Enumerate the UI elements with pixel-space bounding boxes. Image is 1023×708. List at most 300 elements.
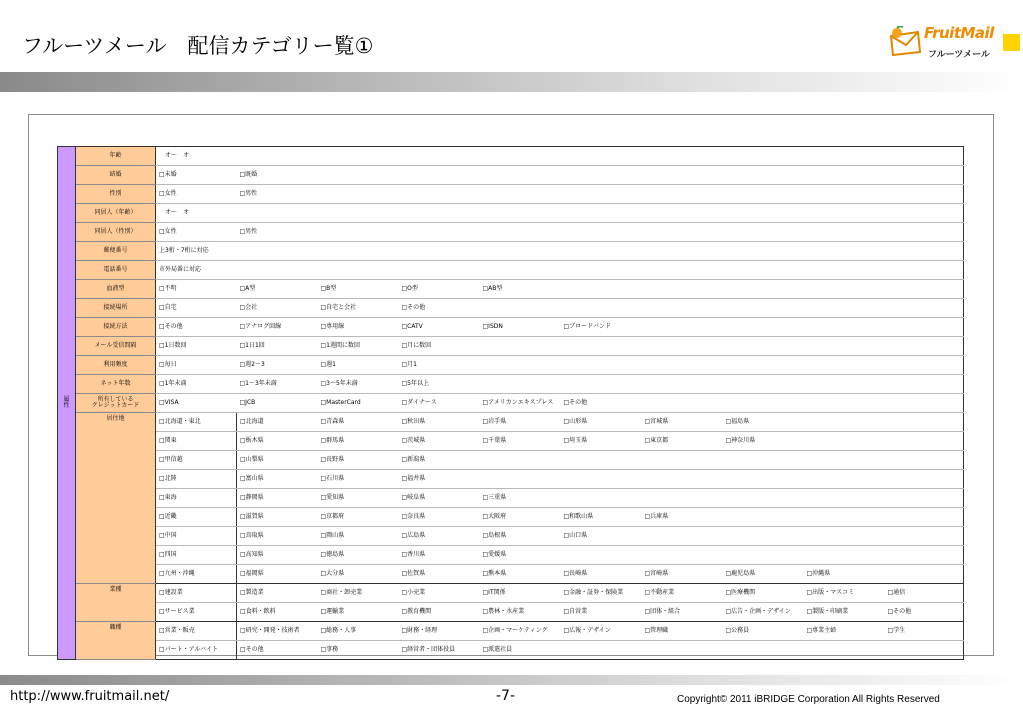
empty-cell bbox=[885, 375, 964, 394]
logo-subtitle: フルーツメール bbox=[928, 50, 990, 60]
empty-cell bbox=[885, 318, 964, 337]
empty-cell bbox=[399, 242, 480, 261]
option-checkbox-item[interactable]: □石川県 bbox=[318, 470, 399, 489]
option-checkbox-item[interactable]: □女性 bbox=[156, 223, 237, 242]
table-row bbox=[58, 413, 964, 432]
option-checkbox-item[interactable]: □アナログ回線 bbox=[237, 318, 318, 337]
empty-cell bbox=[642, 318, 723, 337]
option-checkbox-item[interactable]: □週1 bbox=[318, 356, 399, 375]
empty-cell bbox=[804, 356, 885, 375]
logo-wordmark: FruitMail bbox=[924, 24, 994, 42]
empty-cell bbox=[642, 261, 723, 280]
option-checkbox-item[interactable]: □管理職 bbox=[642, 622, 723, 641]
option-checkbox-item[interactable]: □大阪府 bbox=[480, 508, 561, 527]
empty-cell bbox=[561, 280, 642, 299]
empty-cell bbox=[804, 546, 885, 565]
option-checkbox-item[interactable]: □滋賀県 bbox=[237, 508, 318, 527]
option-checkbox-item[interactable]: □ダイナース bbox=[399, 394, 480, 413]
option-checkbox-item[interactable]: □北海道・東北 bbox=[156, 413, 237, 432]
option-checkbox-item[interactable]: □熊本県 bbox=[480, 565, 561, 584]
empty-cell bbox=[318, 185, 399, 204]
option-checkbox-item[interactable]: □会社 bbox=[237, 299, 318, 318]
empty-cell bbox=[804, 432, 885, 451]
option-checkbox-item[interactable]: □長野県 bbox=[318, 451, 399, 470]
table-row bbox=[58, 584, 964, 603]
option-checkbox-item[interactable]: □公務員 bbox=[723, 622, 804, 641]
empty-cell bbox=[723, 147, 804, 166]
option-checkbox-item[interactable]: □福島県 bbox=[723, 413, 804, 432]
option-checkbox-item[interactable]: □運輸業 bbox=[318, 603, 399, 622]
option-checkbox-item[interactable]: □農林・水産業 bbox=[480, 603, 561, 622]
option-checkbox-item[interactable]: □山梨県 bbox=[237, 451, 318, 470]
empty-cell bbox=[318, 223, 399, 242]
empty-cell bbox=[723, 223, 804, 242]
option-checkbox-item[interactable]: □男性 bbox=[237, 223, 318, 242]
accent-square bbox=[1003, 34, 1020, 51]
option-checkbox-item[interactable]: □島根県 bbox=[480, 527, 561, 546]
empty-cell bbox=[723, 375, 804, 394]
table-row bbox=[58, 641, 964, 660]
option-checkbox-item[interactable]: □群馬県 bbox=[318, 432, 399, 451]
option-checkbox-item[interactable]: □AB型 bbox=[480, 280, 561, 299]
empty-cell bbox=[642, 546, 723, 565]
empty-cell bbox=[237, 261, 318, 280]
table-row bbox=[58, 242, 964, 261]
option-checkbox-item[interactable]: □静岡県 bbox=[237, 489, 318, 508]
empty-cell bbox=[561, 204, 642, 223]
empty-cell bbox=[480, 451, 561, 470]
empty-cell bbox=[642, 527, 723, 546]
empty-cell bbox=[723, 356, 804, 375]
option-checkbox-item[interactable]: □奈良県 bbox=[399, 508, 480, 527]
option-checkbox-item[interactable]: □山口県 bbox=[561, 527, 642, 546]
option-checkbox-item[interactable]: □宮城県 bbox=[642, 413, 723, 432]
empty-cell bbox=[237, 242, 318, 261]
option-checkbox-item[interactable]: □東海 bbox=[156, 489, 237, 508]
row-label: 接続場所 bbox=[76, 299, 156, 318]
option-checkbox-item[interactable]: □専業主婦 bbox=[804, 622, 885, 641]
option-checkbox-item[interactable]: 市外局番に対応 bbox=[156, 261, 237, 280]
option-checkbox-item[interactable]: □その他 bbox=[156, 318, 237, 337]
empty-cell bbox=[723, 318, 804, 337]
empty-cell bbox=[804, 508, 885, 527]
empty-cell bbox=[642, 242, 723, 261]
option-checkbox-item[interactable]: □JCB bbox=[237, 394, 318, 413]
option-checkbox-item[interactable]: □通信 bbox=[885, 584, 964, 603]
empty-cell bbox=[480, 470, 561, 489]
option-checkbox-item[interactable]: □東京都 bbox=[642, 432, 723, 451]
option-checkbox-item[interactable]: □IT関係 bbox=[480, 584, 561, 603]
empty-cell bbox=[804, 318, 885, 337]
empty-cell bbox=[642, 204, 723, 223]
option-checkbox-item[interactable]: □財務・経理 bbox=[399, 622, 480, 641]
empty-cell bbox=[885, 489, 964, 508]
empty-cell bbox=[642, 356, 723, 375]
table-row bbox=[58, 565, 964, 584]
option-checkbox-item[interactable]: □和歌山県 bbox=[561, 508, 642, 527]
option-checkbox-item[interactable]: □甲信越 bbox=[156, 451, 237, 470]
empty-cell bbox=[480, 147, 561, 166]
empty-cell bbox=[480, 261, 561, 280]
option-checkbox-item[interactable]: □長崎県 bbox=[561, 565, 642, 584]
option-checkbox-item[interactable]: □商社・卸売業 bbox=[318, 584, 399, 603]
empty-cell bbox=[399, 261, 480, 280]
empty-cell bbox=[804, 280, 885, 299]
option-checkbox-item[interactable]: □週2～3 bbox=[237, 356, 318, 375]
option-checkbox-item[interactable]: □金融・証券・保険業 bbox=[561, 584, 642, 603]
empty-cell bbox=[723, 204, 804, 223]
option-checkbox-item[interactable]: □埼玉県 bbox=[561, 432, 642, 451]
empty-cell bbox=[318, 166, 399, 185]
option-checkbox-item[interactable]: □秋田県 bbox=[399, 413, 480, 432]
option-checkbox-item[interactable]: □専用線 bbox=[318, 318, 399, 337]
option-checkbox-item[interactable]: □月に数回 bbox=[399, 337, 480, 356]
empty-cell bbox=[804, 375, 885, 394]
empty-cell bbox=[723, 527, 804, 546]
option-checkbox-item[interactable]: □栃木県 bbox=[237, 432, 318, 451]
option-checkbox-item[interactable]: □企画・マーケティング bbox=[480, 622, 561, 641]
option-checkbox-item[interactable]: □1日1回 bbox=[237, 337, 318, 356]
empty-cell bbox=[723, 166, 804, 185]
option-checkbox-item[interactable]: □5年以上 bbox=[399, 375, 480, 394]
option-checkbox-item[interactable]: □1週間に数回 bbox=[318, 337, 399, 356]
row-label: 電話番号 bbox=[76, 261, 156, 280]
option-checkbox-item[interactable]: □大分県 bbox=[318, 565, 399, 584]
empty-cell bbox=[480, 223, 561, 242]
empty-cell bbox=[561, 546, 642, 565]
header-gradient-bar bbox=[0, 72, 1023, 92]
empty-cell bbox=[723, 489, 804, 508]
option-checkbox-item[interactable]: □神奈川県 bbox=[723, 432, 804, 451]
option-checkbox-item[interactable]: □北陸 bbox=[156, 470, 237, 489]
option-checkbox-item[interactable]: □毎日 bbox=[156, 356, 237, 375]
empty-cell bbox=[885, 527, 964, 546]
empty-cell bbox=[561, 166, 642, 185]
option-checkbox-item[interactable]: □自宅 bbox=[156, 299, 237, 318]
empty-cell bbox=[885, 242, 964, 261]
option-checkbox-item[interactable]: □VISA bbox=[156, 394, 237, 413]
empty-cell bbox=[885, 261, 964, 280]
option-checkbox-item[interactable]: □千葉県 bbox=[480, 432, 561, 451]
option-checkbox-item[interactable]: □その他 bbox=[561, 394, 642, 413]
empty-cell bbox=[723, 299, 804, 318]
slide-title: フルーツメール 配信カテゴリー覧① bbox=[22, 34, 374, 58]
option-checkbox-item[interactable]: □医療機関 bbox=[723, 584, 804, 603]
empty-cell bbox=[804, 394, 885, 413]
option-checkbox-item[interactable]: □事務 bbox=[318, 641, 399, 660]
empty-cell bbox=[561, 641, 642, 660]
envelope-fruit-icon bbox=[888, 26, 922, 58]
option-checkbox-item[interactable]: □沖縄県 bbox=[804, 565, 885, 584]
table-row bbox=[58, 470, 964, 489]
option-checkbox-item[interactable]: □岡山県 bbox=[318, 527, 399, 546]
option-checkbox-item[interactable]: □北海道 bbox=[237, 413, 318, 432]
option-checkbox-item[interactable]: □CATV bbox=[399, 318, 480, 337]
option-checkbox-item[interactable]: 上3桁・7桁に対応 bbox=[156, 242, 237, 261]
row-label: メール受信間隔 bbox=[76, 337, 156, 356]
delivery-category-table bbox=[57, 146, 964, 660]
option-checkbox-item[interactable]: □A型 bbox=[237, 280, 318, 299]
empty-cell bbox=[804, 299, 885, 318]
option-checkbox-item[interactable]: □製版・印刷業 bbox=[804, 603, 885, 622]
empty-cell bbox=[561, 470, 642, 489]
empty-cell bbox=[723, 242, 804, 261]
empty-cell bbox=[723, 508, 804, 527]
option-checkbox-item[interactable]: □経営者・団体役員 bbox=[399, 641, 480, 660]
empty-cell bbox=[804, 185, 885, 204]
empty-cell bbox=[885, 565, 964, 584]
option-checkbox-item[interactable]: □製造業 bbox=[237, 584, 318, 603]
option-checkbox-item[interactable]: □広告・企画・デザイン bbox=[723, 603, 804, 622]
empty-cell bbox=[480, 185, 561, 204]
empty-cell bbox=[885, 280, 964, 299]
empty-cell bbox=[804, 451, 885, 470]
option-checkbox-item[interactable]: □パート・アルバイト bbox=[156, 641, 237, 660]
empty-cell bbox=[723, 394, 804, 413]
empty-cell bbox=[885, 185, 964, 204]
table-row bbox=[58, 489, 964, 508]
option-checkbox-item[interactable]: □出版・マスコミ bbox=[804, 584, 885, 603]
option-checkbox-item[interactable]: □青森県 bbox=[318, 413, 399, 432]
empty-cell bbox=[399, 223, 480, 242]
row-label: 利用頻度 bbox=[76, 356, 156, 375]
option-checkbox-item[interactable]: □3～5年未満 bbox=[318, 375, 399, 394]
table-row bbox=[58, 166, 964, 185]
empty-cell bbox=[642, 394, 723, 413]
empty-cell bbox=[561, 223, 642, 242]
option-checkbox-item[interactable]: □その他 bbox=[885, 603, 964, 622]
option-checkbox-item[interactable]: □三重県 bbox=[480, 489, 561, 508]
empty-cell bbox=[804, 242, 885, 261]
option-checkbox-item[interactable]: □鳥取県 bbox=[237, 527, 318, 546]
option-checkbox-item[interactable]: □O型 bbox=[399, 280, 480, 299]
fruitmail-logo bbox=[888, 22, 996, 62]
table-row bbox=[58, 508, 964, 527]
option-checkbox-item[interactable]: □岩手県 bbox=[480, 413, 561, 432]
option-checkbox-item[interactable]: □小売業 bbox=[399, 584, 480, 603]
table-row bbox=[58, 603, 964, 622]
empty-cell bbox=[642, 147, 723, 166]
table-row bbox=[58, 356, 964, 375]
empty-cell bbox=[561, 356, 642, 375]
empty-cell bbox=[642, 185, 723, 204]
option-checkbox-item[interactable]: オ～ オ bbox=[156, 147, 237, 166]
option-checkbox-item[interactable]: □福岡県 bbox=[237, 565, 318, 584]
empty-cell bbox=[480, 299, 561, 318]
empty-cell bbox=[561, 242, 642, 261]
option-checkbox-item[interactable]: □ISDN bbox=[480, 318, 561, 337]
empty-cell bbox=[237, 147, 318, 166]
empty-cell bbox=[480, 166, 561, 185]
option-checkbox-item[interactable]: □総務・人事 bbox=[318, 622, 399, 641]
option-checkbox-item[interactable]: □ブロードバンド bbox=[561, 318, 642, 337]
row-label: 性別 bbox=[76, 185, 156, 204]
option-checkbox-item[interactable]: □食料・飲料 bbox=[237, 603, 318, 622]
empty-cell bbox=[642, 375, 723, 394]
empty-cell bbox=[804, 204, 885, 223]
option-checkbox-item[interactable]: □月1 bbox=[399, 356, 480, 375]
option-checkbox-item[interactable]: □1日数回 bbox=[156, 337, 237, 356]
option-checkbox-item[interactable]: □自営業 bbox=[561, 603, 642, 622]
option-checkbox-item[interactable]: □京都府 bbox=[318, 508, 399, 527]
option-checkbox-item[interactable]: □新潟県 bbox=[399, 451, 480, 470]
option-checkbox-item[interactable]: □広島県 bbox=[399, 527, 480, 546]
row-label: 職種 bbox=[76, 622, 156, 660]
empty-cell bbox=[642, 280, 723, 299]
option-checkbox-item[interactable]: □MasterCard bbox=[318, 394, 399, 413]
empty-cell bbox=[480, 204, 561, 223]
table-row bbox=[58, 337, 964, 356]
row-label: 所有している クレジットカード bbox=[76, 394, 156, 413]
option-checkbox-item[interactable]: □未婚 bbox=[156, 166, 237, 185]
option-checkbox-item[interactable]: □自宅と会社 bbox=[318, 299, 399, 318]
option-checkbox-item[interactable]: □近畿 bbox=[156, 508, 237, 527]
option-checkbox-item[interactable]: □建設業 bbox=[156, 584, 237, 603]
option-checkbox-item[interactable]: □団体・組合 bbox=[642, 603, 723, 622]
empty-cell bbox=[561, 337, 642, 356]
empty-cell bbox=[318, 242, 399, 261]
empty-cell bbox=[885, 204, 964, 223]
option-checkbox-item[interactable]: □高知県 bbox=[237, 546, 318, 565]
empty-cell bbox=[885, 299, 964, 318]
page-number: -7- bbox=[496, 688, 516, 704]
empty-cell bbox=[642, 166, 723, 185]
row-label: 結婚 bbox=[76, 166, 156, 185]
empty-cell bbox=[885, 432, 964, 451]
option-checkbox-item[interactable]: □佐賀県 bbox=[399, 565, 480, 584]
option-checkbox-item[interactable]: □茨城県 bbox=[399, 432, 480, 451]
table-row bbox=[58, 546, 964, 565]
option-checkbox-item[interactable]: □アメリカンエキスプレス bbox=[480, 394, 561, 413]
empty-cell bbox=[561, 147, 642, 166]
empty-cell bbox=[804, 147, 885, 166]
option-checkbox-item[interactable]: □福井県 bbox=[399, 470, 480, 489]
option-checkbox-item[interactable]: □富山県 bbox=[237, 470, 318, 489]
row-label: 同居人（年齢） bbox=[76, 204, 156, 223]
empty-cell bbox=[723, 546, 804, 565]
option-checkbox-item[interactable]: □教育機関 bbox=[399, 603, 480, 622]
empty-cell bbox=[480, 375, 561, 394]
option-checkbox-item[interactable]: □兵庫県 bbox=[642, 508, 723, 527]
empty-cell bbox=[237, 204, 318, 223]
table-row bbox=[58, 185, 964, 204]
option-checkbox-item[interactable]: □その他 bbox=[399, 299, 480, 318]
empty-cell bbox=[723, 261, 804, 280]
option-checkbox-item[interactable]: □研究・開発・技術者 bbox=[237, 622, 318, 641]
empty-cell bbox=[561, 375, 642, 394]
option-checkbox-item[interactable]: □女性 bbox=[156, 185, 237, 204]
table-row bbox=[58, 280, 964, 299]
option-checkbox-item[interactable]: □その他 bbox=[237, 641, 318, 660]
empty-cell bbox=[399, 185, 480, 204]
option-checkbox-item[interactable]: □男性 bbox=[237, 185, 318, 204]
empty-cell bbox=[480, 242, 561, 261]
option-checkbox-item[interactable]: □徳島県 bbox=[318, 546, 399, 565]
option-checkbox-item[interactable]: □既婚 bbox=[237, 166, 318, 185]
option-checkbox-item[interactable]: □B型 bbox=[318, 280, 399, 299]
option-checkbox-item[interactable]: □宮崎県 bbox=[642, 565, 723, 584]
table-row bbox=[58, 432, 964, 451]
empty-cell bbox=[561, 299, 642, 318]
row-label: 接続方法 bbox=[76, 318, 156, 337]
empty-cell bbox=[642, 223, 723, 242]
option-checkbox-item[interactable]: □中国 bbox=[156, 527, 237, 546]
option-checkbox-item[interactable]: □1年未満 bbox=[156, 375, 237, 394]
option-checkbox-item[interactable]: □広報・デザイン bbox=[561, 622, 642, 641]
empty-cell bbox=[885, 337, 964, 356]
empty-cell bbox=[885, 223, 964, 242]
empty-cell bbox=[561, 489, 642, 508]
table-row bbox=[58, 318, 964, 337]
empty-cell bbox=[804, 489, 885, 508]
empty-cell bbox=[318, 204, 399, 223]
empty-cell bbox=[723, 451, 804, 470]
option-checkbox-item[interactable]: □派遣社員 bbox=[480, 641, 561, 660]
empty-cell bbox=[318, 147, 399, 166]
option-checkbox-item[interactable]: □1～3年未満 bbox=[237, 375, 318, 394]
empty-cell bbox=[804, 470, 885, 489]
table-row bbox=[58, 147, 964, 166]
option-checkbox-item[interactable]: □香川県 bbox=[399, 546, 480, 565]
attribute-group-label: 属 性 bbox=[58, 147, 76, 660]
option-checkbox-item[interactable]: □営業・販売 bbox=[156, 622, 237, 641]
footer-url[interactable]: http://www.fruitmail.net/ bbox=[10, 689, 170, 704]
empty-cell bbox=[642, 470, 723, 489]
option-checkbox-item[interactable]: □山形県 bbox=[561, 413, 642, 432]
empty-cell bbox=[885, 356, 964, 375]
table-row bbox=[58, 299, 964, 318]
empty-cell bbox=[885, 413, 964, 432]
table-row bbox=[58, 622, 964, 641]
table-row bbox=[58, 375, 964, 394]
empty-cell bbox=[885, 641, 964, 660]
row-label: 年齢 bbox=[76, 147, 156, 166]
empty-cell bbox=[885, 451, 964, 470]
option-checkbox-item[interactable]: □愛媛県 bbox=[480, 546, 561, 565]
empty-cell bbox=[480, 337, 561, 356]
option-checkbox-item[interactable]: □学生 bbox=[885, 622, 964, 641]
table-row bbox=[58, 223, 964, 242]
empty-cell bbox=[399, 166, 480, 185]
empty-cell bbox=[804, 413, 885, 432]
empty-cell bbox=[399, 147, 480, 166]
option-checkbox-item[interactable]: □四国 bbox=[156, 546, 237, 565]
row-label: ネット年数 bbox=[76, 375, 156, 394]
empty-cell bbox=[804, 641, 885, 660]
empty-cell bbox=[642, 641, 723, 660]
option-checkbox-item[interactable]: オ～ オ bbox=[156, 204, 237, 223]
option-checkbox-item[interactable]: □関東 bbox=[156, 432, 237, 451]
option-checkbox-item[interactable]: □不明 bbox=[156, 280, 237, 299]
row-label: 血液型 bbox=[76, 280, 156, 299]
empty-cell bbox=[318, 261, 399, 280]
row-label: 郵便番号 bbox=[76, 242, 156, 261]
empty-cell bbox=[885, 394, 964, 413]
option-checkbox-item[interactable]: □不動産業 bbox=[642, 584, 723, 603]
empty-cell bbox=[561, 185, 642, 204]
empty-cell bbox=[723, 470, 804, 489]
option-checkbox-item[interactable]: □岐阜県 bbox=[399, 489, 480, 508]
table-row bbox=[58, 451, 964, 470]
empty-cell bbox=[885, 546, 964, 565]
option-checkbox-item[interactable]: □九州・沖縄 bbox=[156, 565, 237, 584]
option-checkbox-item[interactable]: □愛知県 bbox=[318, 489, 399, 508]
empty-cell bbox=[804, 527, 885, 546]
option-checkbox-item[interactable]: □サービス業 bbox=[156, 603, 237, 622]
option-checkbox-item[interactable]: □鹿児島県 bbox=[723, 565, 804, 584]
empty-cell bbox=[723, 185, 804, 204]
empty-cell bbox=[885, 147, 964, 166]
